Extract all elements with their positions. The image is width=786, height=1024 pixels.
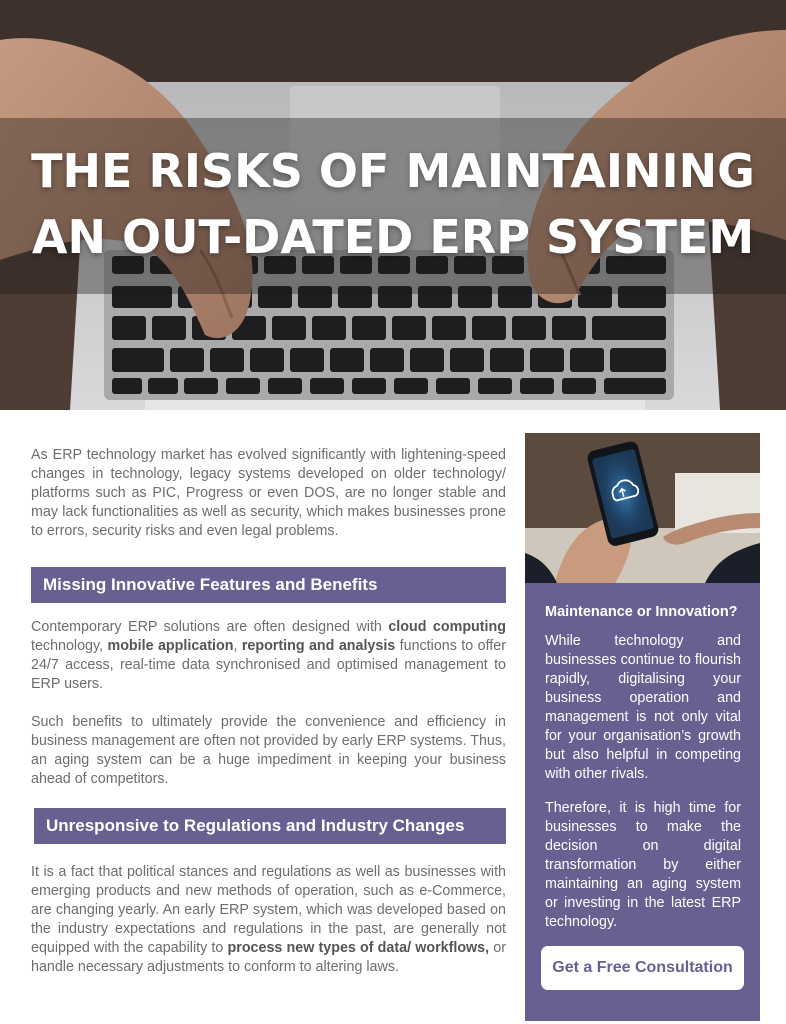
- text-run: technology,: [31, 638, 108, 654]
- get-free-consultation-button[interactable]: Get a Free Consultation: [541, 946, 744, 990]
- phone-cloud-photo: [525, 433, 760, 583]
- section2-paragraph-1: [31, 863, 506, 977]
- page-title: [0, 138, 786, 270]
- sidebar-photo: [525, 433, 760, 583]
- section1-paragraph-2: Such benefits to ultimately provide the convenience and efficiency in business management are often not provided by early ERP systems. Thus, an aging system can be a huge impediment in keeping your business ahead of competitors.: [31, 714, 506, 787]
- bold-reporting-analysis: reporting and analysis: [241, 638, 396, 654]
- bold-process-new-data: process new types of data/ workflows,: [227, 940, 490, 956]
- sidebar-paragraph-2: Therefore, it is high time for businesses to make the decision on digital transformation by either maintaining an aging system or investing in the latest ERP technology.: [545, 800, 741, 930]
- text-run: Contemporary ERP solutions are often designed with: [31, 619, 389, 635]
- page-title-line-2: AN OUT-DATED ERP SYSTEM: [31, 210, 755, 264]
- bold-cloud-computing: cloud computing: [388, 619, 506, 635]
- sidebar-heading: Maintenance or Innovation?: [545, 604, 738, 620]
- section1-paragraph-1: [31, 618, 506, 694]
- section-heading-unresponsive: Unresponsive to Regulations and Industry Changes: [34, 808, 506, 844]
- text-run: ,: [233, 638, 242, 654]
- text-run: or handle necessary adjustments to conform to altering laws.: [31, 940, 506, 975]
- text-run: It is a fact that political stances and regulations as well as businesses with emerging products and new methods of operation, such as e-Commerce, are changing yearly. An early ERP system, which was developed based on the industry expectations and regulations in the past, are generally not equipped with the capability to: [31, 864, 506, 956]
- main-column: [31, 446, 506, 977]
- text-run: functions to offer 24/7 access, real-time data synchronised and optimised management to ERP users.: [31, 638, 506, 692]
- intro-paragraph: As ERP technology market has evolved significantly with lightening-speed changes in technology, legacy systems developed on older technology/ platforms such as PIC, Progress or even DOS, are no longer stable and may lack functionalities as well as security, which makes businesses prone to errors, security risks and even legal problems.: [31, 447, 506, 539]
- section-heading-missing-features: Missing Innovative Features and Benefits: [31, 567, 506, 603]
- hero-banner: [0, 0, 786, 410]
- sidebar-panel: [525, 433, 760, 1021]
- page-title-line-1: THE RISKS OF MAINTAINING: [31, 144, 755, 198]
- bold-mobile-application: mobile application: [107, 638, 234, 654]
- sidebar-paragraph-1: While technology and businesses continue to flourish rapidly, digitalising your business operation and management is not only vital for your organisation’s growth but also helpful in competing with other rivals.: [545, 633, 741, 782]
